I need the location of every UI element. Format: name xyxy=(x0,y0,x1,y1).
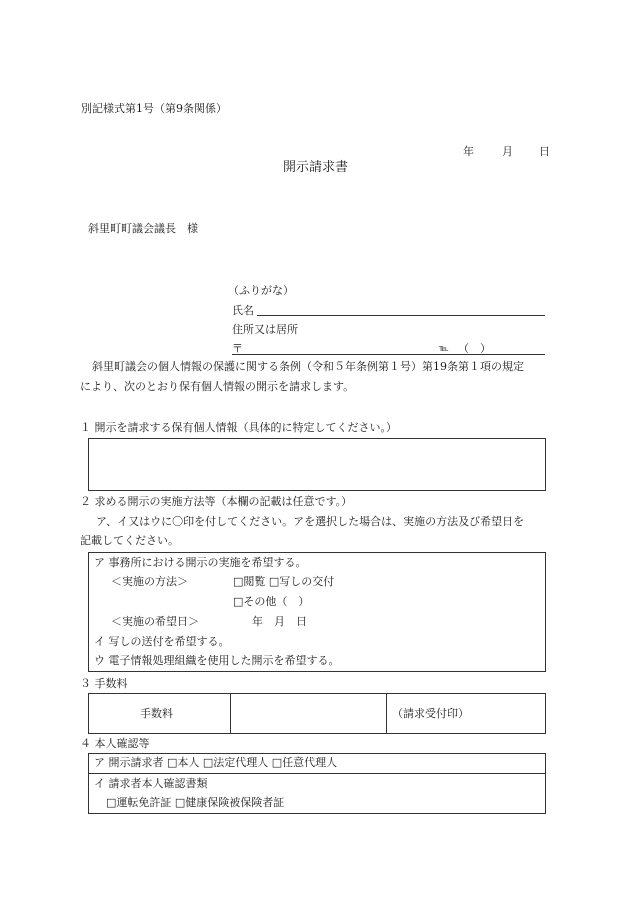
id-documents-checkboxes[interactable]: □運転免許証 □健康保険被保険者証 xyxy=(106,796,285,809)
section4-heading: ４ 本人確認等 xyxy=(80,737,150,750)
option-a-office-disclosure[interactable]: ア 事務所における開示の実施を希望する。 xyxy=(94,556,307,569)
address-field-line[interactable] xyxy=(232,354,545,355)
fee-label: 手数料 xyxy=(140,707,173,720)
date-month: 月 xyxy=(502,145,513,158)
postal-mark: 〒 xyxy=(232,342,243,355)
tel-label: ℡ xyxy=(439,344,449,354)
requester-type-row[interactable]: ア 開示請求者 □本人 □法定代理人 □任意代理人 xyxy=(94,756,338,769)
form-number: 別記様式第1号（第9条関係） xyxy=(81,102,227,115)
method-other-checkbox[interactable]: □その他（ ） xyxy=(233,595,310,608)
section1-input-box[interactable] xyxy=(88,438,546,491)
date-year: 年 xyxy=(463,145,474,158)
section1-heading: １ 開示を請求する保有個人情報（具体的に特定してください。） xyxy=(80,421,397,434)
section3-heading: ３ 手数料 xyxy=(80,677,128,690)
document-title: 開示請求書 xyxy=(283,160,349,175)
desired-date-value[interactable]: 年 月 日 xyxy=(252,615,307,628)
addressee: 斜里町町議会議長 様 xyxy=(88,222,198,235)
section2-heading: ２ 求める開示の実施方法等（本欄の記載は任意です。） xyxy=(80,495,353,508)
identity-table-row-divider xyxy=(88,773,546,774)
method-label: ＜実施の方法＞ xyxy=(111,575,188,588)
section2-note-line-1: ア、イ又はウに〇印を付してください。アを選択した場合は、実施の方法及び希望日を xyxy=(96,515,525,528)
desired-date-label: ＜実施の希望日＞ xyxy=(111,615,199,628)
intro-line-2: により、次のとおり保有個人情報の開示を請求します。 xyxy=(80,380,355,393)
intro-line-1: 斜里町議会の個人情報の保護に関する条例（令和５年条例第１号）第19条第１項の規定 xyxy=(92,360,524,373)
option-u-electronic[interactable]: ウ 電子情報処理組織を使用した開示を希望する。 xyxy=(94,654,340,667)
fee-table-divider-1 xyxy=(230,693,231,734)
option-i-copy-mailing[interactable]: イ 写しの送付を希望する。 xyxy=(94,635,230,648)
address-label: 住所又は居所 xyxy=(232,323,298,336)
stamp-label: （請求受付印） xyxy=(392,707,469,720)
tel-parens: （ ） xyxy=(458,342,491,355)
name-label: 氏名 xyxy=(232,304,254,317)
furigana-label: （ふりがな） xyxy=(228,284,294,297)
method-checkboxes[interactable]: □閲覧 □写しの交付 xyxy=(233,575,335,588)
name-field-line[interactable] xyxy=(257,315,545,316)
id-documents-label: イ 請求者本人確認書類 xyxy=(94,777,208,790)
fee-table-divider-2 xyxy=(386,693,387,734)
section2-note-line-2: 記載してください。 xyxy=(80,534,179,547)
date-day: 日 xyxy=(539,145,550,158)
